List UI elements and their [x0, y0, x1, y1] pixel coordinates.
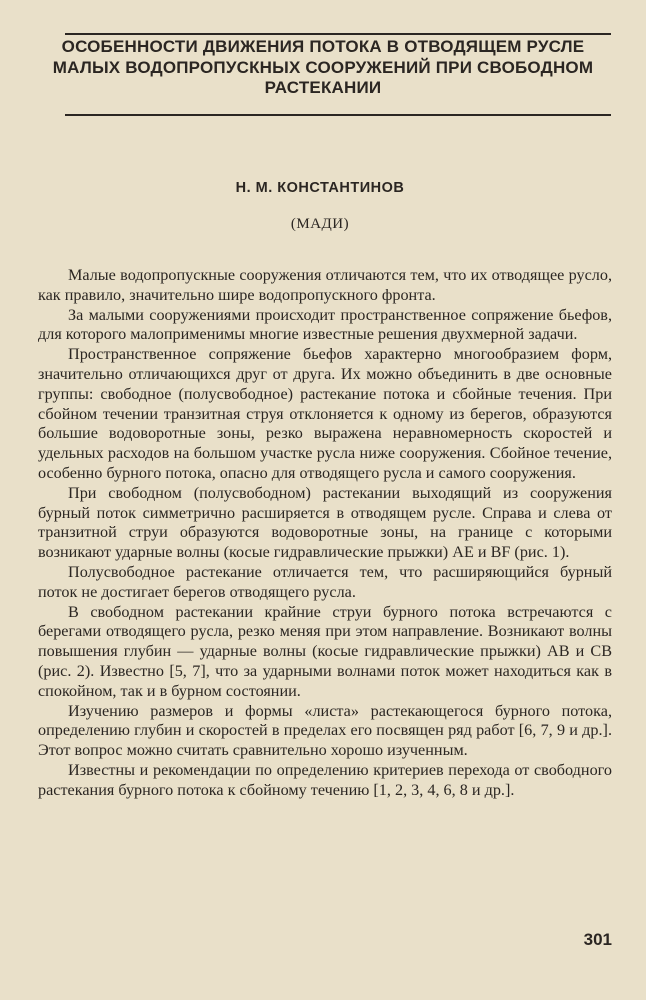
paragraph: Малые водопропускные сооружения отличаются тем, что их отводящее русло, как правило, значительно шире водопропускного фронта.: [38, 266, 612, 304]
article-body: [38, 266, 612, 801]
paragraph: Полусвободное растекание отличается тем, что расширяющийся бурный поток не достигает берегов отводящего русла.: [38, 562, 612, 601]
paragraph: Изучению размеров и формы «листа» растекающегося бурного потока, определению глубин и скоростей в пределах его посвящен ряд работ [6, 7, 9 и др.]. Этот вопрос можно считать сравнительно хорошо изученным.: [38, 701, 612, 760]
author-name: Н. М. КОНСТАНТИНОВ: [235, 180, 405, 196]
paragraph: Известны и рекомендации по определению критериев перехода от свободного растекания бурного потока к сбойному течению [1, 2, 3, 4, 6, 8 и др.].: [38, 760, 612, 799]
paragraph: В свободном растекании крайние струи бурного потока встречаются с берегами отводящего русла, резко меняя при этом направление. Возникают волны повышения глубин — ударные волны (косые гидравлические прыжки) AB и CB (рис. 2). Известно [5, 7], что за ударными волнами поток может находиться как в спокойном, так и в бурном состоянии.: [38, 602, 612, 700]
article-title: ОСОБЕННОСТИ ДВИЖЕНИЯ ПОТОКА В ОТВОДЯЩЕМ РУСЛЕ МАЛЫХ ВОДОПРОПУСКНЫХ СООРУЖЕНИЙ ПРИ СВОБОДНОМ РАСТЕКАНИИ: [52, 37, 594, 97]
author-affiliation: (МАДИ): [290, 216, 350, 232]
page-number: 301: [583, 930, 612, 949]
paragraph: Пространственное сопряжение бьефов характерно многообразием форм, значительно отличающихся друг от друга. Их можно объединить в две основные группы: свободное (полусвободное) растекание потока и сбойные течения. При сбойном течении транзитная струя отклоняется к одному из берегов, образуются большие водоворотные зоны, резко выражена неравномерность скоростей и удельных расходов на большом участке русла ниже сооружения. Сбойное течение, особенно бурного потока, опасно для отводящего русла и самого сооружения.: [38, 345, 612, 482]
title-rule-top: [65, 33, 611, 35]
paragraph: При свободном (полусвободном) растекании выходящий из сооружения бурный поток симметрично расширяется в отводящем русле. Справа и слева от транзитной струи образуются водоворотные зоны, на границе с которыми возникают ударные волны (косые гидравлические прыжки) AE и BF (рис. 1).: [38, 483, 612, 562]
title-rule-bottom: [65, 114, 611, 116]
paragraph: За малыми сооружениями происходит пространственное сопряжение бьефов, для которого малоприменимы многие известные решения двухмерной задачи.: [38, 305, 612, 344]
